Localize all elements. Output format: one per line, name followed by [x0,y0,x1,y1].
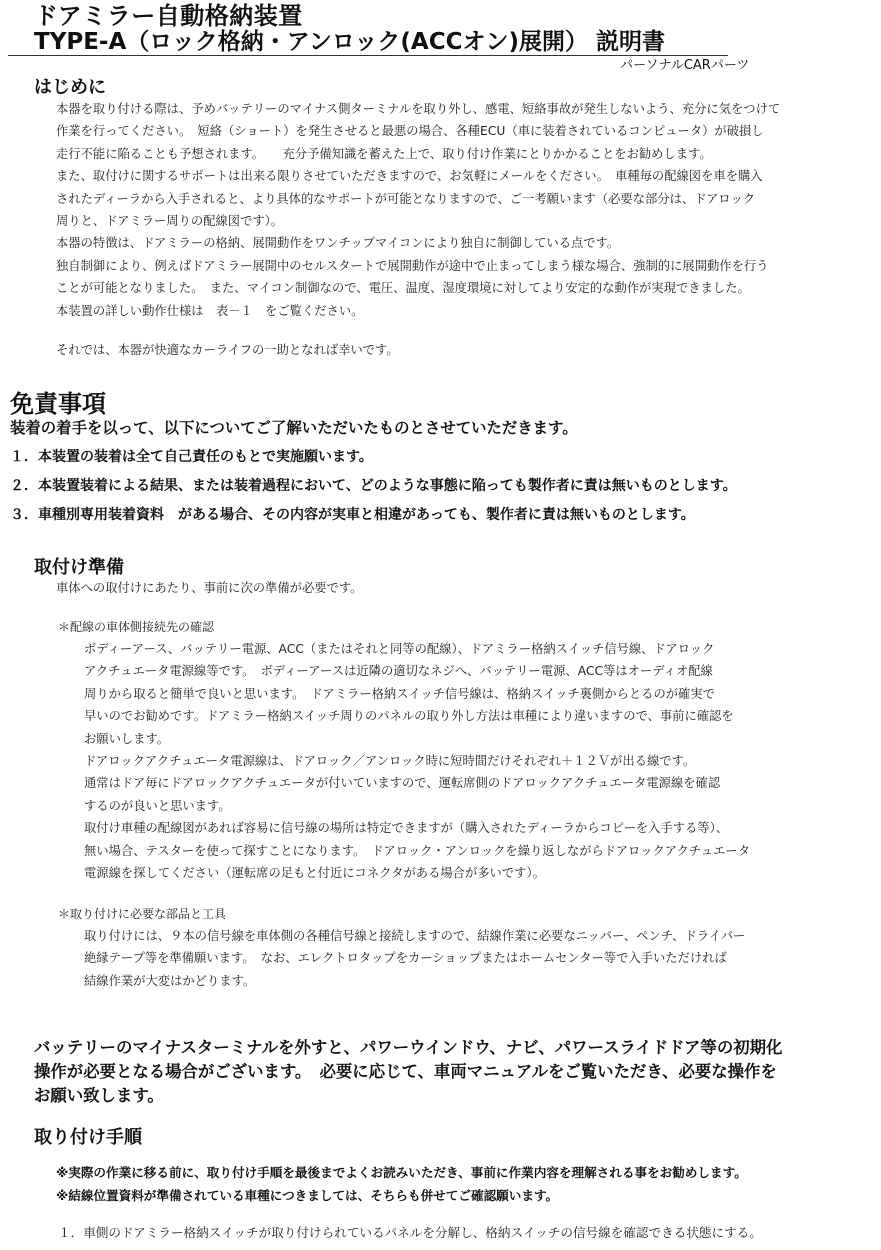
wiring-line: するのが良いと思います。 [84,798,231,813]
disclaimer-item: ３．車種別専用装着資料 がある場合、その内容が実車と相違があっても、製作者に責は無いものとします。 [10,507,695,523]
intro-line: 独自制御により、例えばドアミラー展開中のセルスタートで展開動作が途中で止まってしまう様な場合、強制的に展開動作を行う [56,258,769,273]
document-title: ドアミラー自動格納装置 [34,2,303,30]
wiring-line: 早いのでお勧めです。ドアミラー格納スイッチ周りのパネルの取り外し方法は車種により違いますので、事前に確認を [84,709,734,724]
wiring-line: ボディーアース、バッテリー電源、ACC（またはそれと同等の配線）、ドアミラー格納スイッチ信号線、ドアロック [84,642,715,656]
warning-line: 操作が必要となる場合がございます。 必要に応じて、車両マニュアルをご覧いただき、必要な操作を [34,1062,777,1081]
disclaimer-heading: 免責事項 [10,390,106,418]
intro-line: 作業を行ってください。 短絡（ショート）を発生させると最悪の場合、各種ECU（車に装着されているコンピュータ）が破損し [56,124,764,139]
parts-label: ＊取り付けに必要な部品と工具 [58,907,227,921]
disclaimer-list [10,414,737,530]
intro-line: 本器の特徴は、ドアミラーの格納、展開動作をワンチップマイコンにより独自に制御している点です。 [56,236,620,251]
procedure-note: ※実際の作業に移る前に、取り付け手順を最後までよくお読みいただき、事前に作業内容を理解される事をお勧めします。 [56,1165,747,1180]
disclaimer-item: １．本装置の装着は全て自己責任のもとで実施願います。 [10,449,373,465]
brand-name: パーソナルCARパーツ [620,58,750,73]
prep-heading: 取付け準備 [34,557,124,578]
intro-closing: それでは、本器が快適なカーライフの一助となれば幸いです。 [56,343,399,357]
parts-text [84,925,745,992]
wiring-label: ＊配線の車体側接続先の確認 [58,620,215,634]
battery-warning [34,1036,782,1108]
wiring-line: 無い場合、テスターを使って探すことになります。 ドアロック・アンロックを繰り返しながらドアロックアクチュエータ [84,843,750,858]
procedure-notes [56,1161,747,1207]
title-underline [8,55,728,56]
intro-heading: はじめに [34,77,106,98]
warning-line: バッテリーのマイナスターミナルを外すと、パワーウインドウ、ナビ、パワースライドドア等の初期化 [34,1038,783,1057]
parts-line: 絶縁テープ等を準備願います。 なお、エレクトロタップをカーショップまたはホームセンター等で入手いただければ [84,951,727,966]
disclaimer-lead: 装着の着手を以って、以下についてご了解いただいたものとさせていただきます。 [10,419,578,437]
document-subtitle: TYPE-A（ロック格納・アンロック(ACCオン)展開） 説明書 [34,29,666,55]
intro-line: 本器を取り付ける際は、予めバッテリーのマイナス側ターミナルを取り外し、感電、短絡事故が発生しないよう、充分に気をつけて [56,102,781,116]
wiring-line: 通常はドア毎にドアロックアクチュエータが付いていますので、運転席側のドアロックアクチュエータ電源線を確認 [84,776,721,791]
warning-line: お願い致します。 [34,1086,164,1105]
parts-line: 結線作業が大変はかどります。 [84,973,256,988]
intro-line: 周りと、ドアミラー周りの配線図です）。 [56,214,284,229]
procedure-heading: 取り付け手順 [34,1127,142,1148]
intro-line: されたディーラから入手されると、より具体的なサポートが可能となりますので、ご一考願います（必要な部分は、ドアロック [56,191,756,206]
intro-line: また、取付けに関するサポートは出来る限りさせていただきますので、お気軽にメールをください。 車種毎の配線図を車を購入 [56,169,763,184]
parts-line: 取り付けには、９本の信号線を車体側の各種信号線と接続しますので、結線作業に必要なニッパー、ペンチ、ドライバー [84,929,746,943]
procedure-note: ※結線位置資料が準備されている車種につきましては、そちらも併せてご確認願います。 [56,1188,559,1203]
wiring-line: ドアロックアクチュエータ電源線は、ドアロック／アンロック時に短時間だけそれぞれ＋１２Ｖが出る線です。 [84,754,696,769]
wiring-line: 取付け車種の配線図があれば容易に信号線の場所は特定できますが（購入されたディーラからコピーを入手する等）、 [84,821,729,836]
wiring-text [84,638,750,884]
procedure-step-1: １．車側のドアミラー格納スイッチが取り付けられているパネルを分解し、格納スイッチの信号線を確認できる状態にする。 [58,1225,762,1240]
intro-line: ことが可能となりました。 また、マイコン制御なので、電圧、温度、湿度環境に対してより安定的な動作が実現できました。 [56,281,750,296]
wiring-line: 周りから取ると簡単で良いと思います。 ドアミラー格納スイッチ信号線は、格納スイッチ裏側からとるのが確実で [84,686,715,701]
wiring-line: 電源線を探してください（運転席の足もと付近にコネクタがある場合が多いです）。 [84,866,545,881]
prep-intro: 車体への取付けにあたり、事前に次の準備が必要です。 [56,581,363,595]
intro-line: 本装置の詳しい動作仕様は 表－１ をご覧ください。 [56,303,364,318]
disclaimer-item: ２．本装置装着による結果、または装着過程において、どのような事態に陥っても製作者に責は無いものとします。 [10,478,737,494]
intro-line: 走行不能に陥ることも予想されます。 充分予備知識を蓄えた上で、取り付け作業にとりかかることをお勧めします。 [56,146,712,161]
wiring-line: お願いします。 [84,731,170,746]
intro-text [56,98,780,322]
wiring-line: アクチュエータ電源線等です。 ボディーアースは近隣の適切なネジへ、バッテリー電源、ACC等はオーディオ配線 [84,664,713,679]
